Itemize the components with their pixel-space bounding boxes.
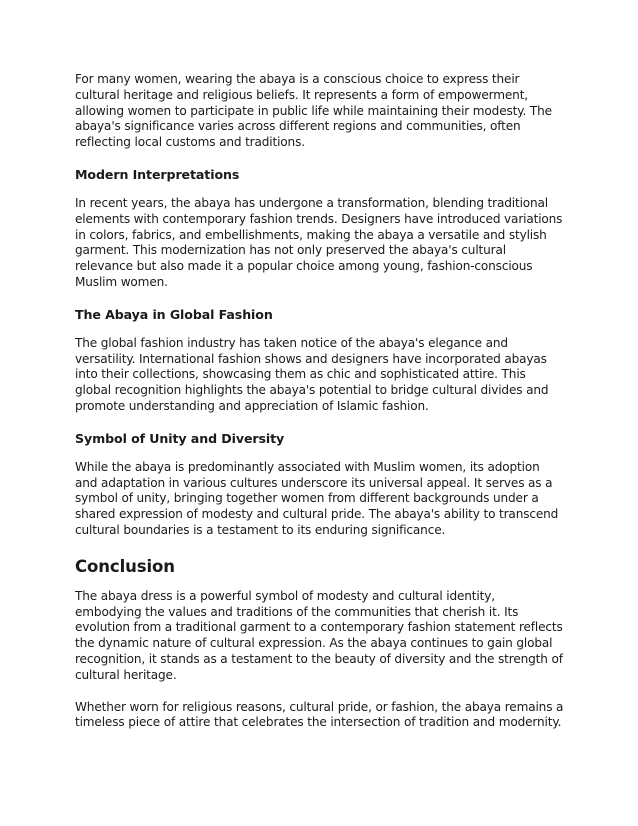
global-fashion-heading: The Abaya in Global Fashion	[75, 306, 273, 322]
intro-paragraph: For many women, wearing the abaya is a conscious choice to express their cultural heritage and religious beliefs. It represents a form of empowerment, allowing women to participate in public life while maintaining their modesty. The abaya's significance varies across different regions and communities, often reflecting local customs and traditions.	[75, 72, 552, 150]
unity-diversity-heading: Symbol of Unity and Diversity	[75, 430, 285, 446]
global-fashion-paragraph: The global fashion industry has taken notice of the abaya's elegance and versatility. International fashion shows and designers have incorporated abayas into their collections, showcasing them as chic and sophisticated attire. This global recognition highlights the abaya's potential to bridge cultural divides and promote understanding and appreciation of Islamic fashion.	[75, 335, 549, 413]
document-page	[75, 72, 565, 731]
conclusion-heading: Conclusion	[75, 556, 175, 576]
conclusion-paragraph-1: The abaya dress is a powerful symbol of modesty and cultural identity, embodying the values and traditions of the communities that cherish it. Its evolution from a traditional garment to a contemporary fashion statement reflects the dynamic nature of cultural expression. As the abaya continues to gain global recognition, it stands as a testament to the beauty of diversity and the strength of cultural heritage.	[75, 588, 563, 682]
modern-interpretations-paragraph: In recent years, the abaya has undergone a transformation, blending traditional elements with contemporary fashion trends. Designers have introduced variations in colors, fabrics, and embellishments, making the abaya a versatile and stylish garment. This modernization has not only preserved the abaya's cultural relevance but also made it a popular choice among young, fashion-conscious Muslim women.	[75, 195, 563, 289]
conclusion-paragraph-2: Whether worn for religious reasons, cultural pride, or fashion, the abaya remains a timeless piece of attire that celebrates the intersection of tradition and modernity.	[75, 699, 564, 730]
unity-diversity-paragraph: While the abaya is predominantly associated with Muslim women, its adoption and adaptation in various cultures underscore its universal appeal. It serves as a symbol of unity, bringing together women from different backgrounds under a shared expression of modesty and cultural pride. The abaya's ability to transcend cultural boundaries is a testament to its enduring significance.	[75, 459, 559, 537]
modern-interpretations-heading: Modern Interpretations	[75, 166, 240, 182]
